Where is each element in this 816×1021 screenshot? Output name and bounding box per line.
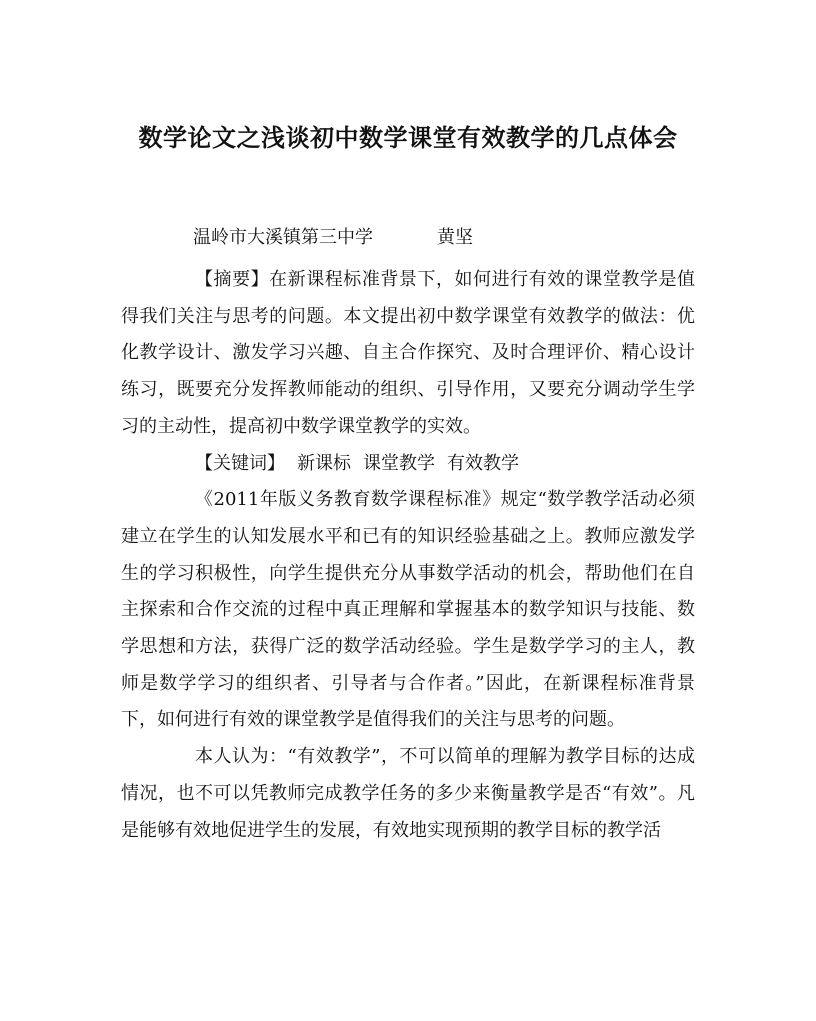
- abstract-text: 在新课程标准背景下，如何进行有效的课堂教学是值得我们关注与思考的问题。本文提出初中数学课堂有效教学的做法：优化教学设计、激发学习兴趣、自主合作探究、及时合理评价、精心设计练习，既要充分发挥教师能动的组织、引导作用，又要充分调动学生学习的主动性，提高初中数学课堂教学的实效。: [121, 269, 695, 437]
- keyword-item: 课堂教学: [363, 452, 435, 474]
- keywords-label: 【关键词】: [195, 452, 285, 474]
- author-name: 黄坚: [437, 227, 473, 248]
- keyword-item: 有效教学: [447, 452, 519, 474]
- document-body: [121, 262, 695, 849]
- abstract-label: 【摘要】: [195, 269, 270, 290]
- keywords-paragraph: [121, 446, 695, 483]
- document-title: 数学论文之浅谈初中数学课堂有效教学的几点体会: [138, 123, 678, 153]
- abstract-paragraph: [121, 262, 695, 446]
- body-paragraph: 《2011年版义务教育数学课程标准》规定“数学教学活动必须建立在学生的认知发展水平和已有的知识经验基础之上。教师应激发学生的学习积极性，向学生提供充分从事数学活动的机会，帮助他们在自主探索和合作交流的过程中真正理解和掌握基本的数学知识与技能、数学思想和方法，获得广泛的数学活动经验。学生是数学学习的主人，教师是数学学习的组织者、引导者与合作者。”因此，在新课程标准背景下，如何进行有效的课堂教学是值得我们的关注与思考的问题。: [121, 489, 695, 731]
- author-school: 温岭市大溪镇第三中学: [193, 227, 373, 248]
- body-paragraph: 本人认为：“有效教学”，不可以简单的理解为教学目标的达成情况，也不可以凭教师完成教学任务的多少来衡量教学是否“有效”。凡是能够有效地促进学生的发展，有效地实现预期的教学目标的教学活: [121, 746, 695, 841]
- author-line: [193, 224, 473, 252]
- keyword-item: 新课标: [297, 452, 351, 474]
